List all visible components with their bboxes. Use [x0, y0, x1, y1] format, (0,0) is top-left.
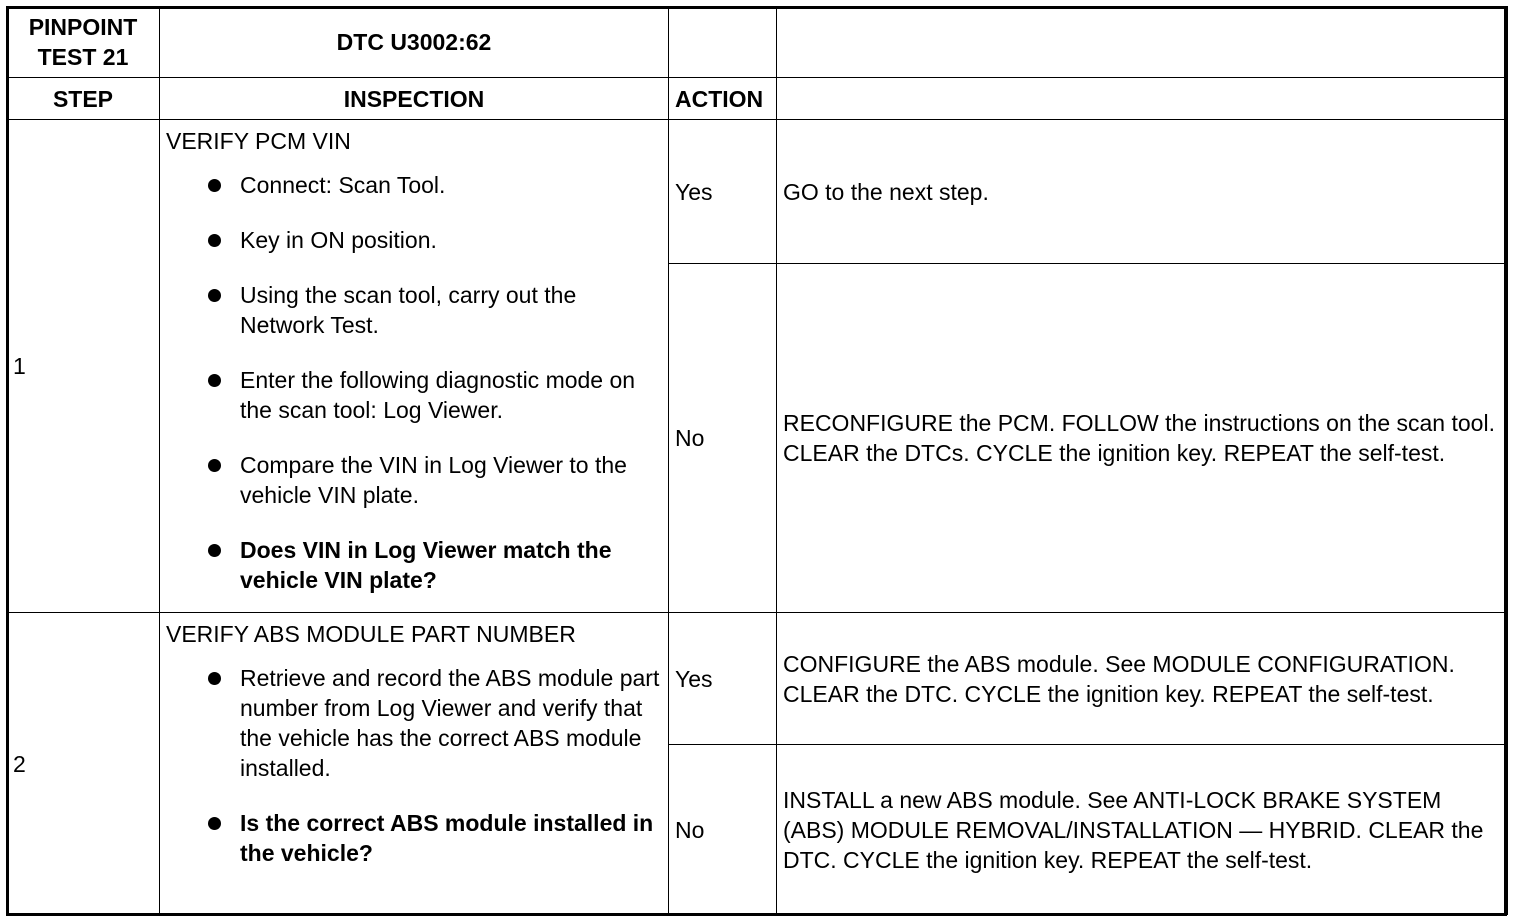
action-answer: Yes — [669, 120, 777, 264]
test-label-line1: PINPOINT — [28, 14, 138, 40]
test-label-line2: TEST 21 — [37, 44, 129, 70]
list-item — [206, 663, 662, 783]
bullet-text: Using the scan tool, carry out the Network Test. — [240, 282, 577, 338]
bullet-text: Enter the following diagnostic mode on the scan tool: Log Viewer. — [240, 367, 636, 423]
action-result: GO to the next step. — [777, 120, 1508, 264]
bullet-icon — [208, 459, 221, 472]
list-item-question — [206, 535, 662, 595]
bullet-icon — [208, 234, 221, 247]
bullet-text: Key in ON position. — [240, 227, 437, 253]
bullet-icon — [208, 817, 221, 830]
column-header-empty — [777, 78, 1508, 120]
step-inspection — [160, 120, 669, 613]
list-item — [206, 450, 662, 510]
column-header-step: STEP — [7, 78, 160, 120]
list-item — [206, 365, 662, 425]
action-result: CONFIGURE the ABS module. See MODULE CONFIGURATION. CLEAR the DTC. CYCLE the ignition key. REPEAT the self-test. — [777, 613, 1508, 745]
bullet-icon — [208, 672, 221, 685]
column-header-action: ACTION — [669, 78, 777, 120]
bullet-icon — [208, 289, 221, 302]
header-empty-cell-result — [777, 7, 1508, 78]
action-result: RECONFIGURE the PCM. FOLLOW the instructions on the scan tool. CLEAR the DTCs. CYCLE the ignition key. REPEAT the self-test. — [777, 264, 1508, 613]
header-empty-cell-action — [669, 7, 777, 78]
step-inspection — [160, 613, 669, 915]
header-row-columns — [7, 78, 1508, 120]
bullet-icon — [208, 374, 221, 387]
list-item — [206, 170, 662, 200]
step-title: VERIFY PCM VIN — [166, 128, 351, 154]
action-answer: No — [669, 745, 777, 915]
action-result: INSTALL a new ABS module. See ANTI-LOCK BRAKE SYSTEM (ABS) MODULE REMOVAL/INSTALLATION — HYBRID. CLEAR the DTC. CYCLE the ignition key. REPEAT the self-test. — [777, 745, 1508, 915]
bullet-icon — [208, 544, 221, 557]
list-item-question — [206, 808, 662, 868]
bullet-text: Compare the VIN in Log Viewer to the vehicle VIN plate. — [240, 452, 627, 508]
step-1-row-yes — [7, 120, 1508, 264]
step-number: 1 — [7, 120, 160, 613]
bullet-text: Connect: Scan Tool. — [240, 172, 446, 198]
test-label-cell — [7, 7, 160, 78]
pinpoint-test-table — [6, 6, 1508, 915]
bullet-list — [166, 170, 662, 595]
bullet-text: Retrieve and record the ABS module part number from Log Viewer and verify that the vehicle has the correct ABS module installed. — [240, 665, 660, 781]
step-title: VERIFY ABS MODULE PART NUMBER — [166, 621, 576, 647]
step-2-row-yes — [7, 613, 1508, 745]
list-item — [206, 280, 662, 340]
question-text: Is the correct ABS module installed in the vehicle? — [240, 810, 654, 866]
question-text: Does VIN in Log Viewer match the vehicle VIN plate? — [240, 537, 612, 593]
column-header-inspection: INSPECTION — [160, 78, 669, 120]
action-answer: Yes — [669, 613, 777, 745]
header-row-test — [7, 7, 1508, 78]
action-answer: No — [669, 264, 777, 613]
bullet-list — [166, 663, 662, 868]
bullet-icon — [208, 179, 221, 192]
list-item — [206, 225, 662, 255]
dtc-label: DTC U3002:62 — [160, 7, 669, 78]
step-number: 2 — [7, 613, 160, 915]
